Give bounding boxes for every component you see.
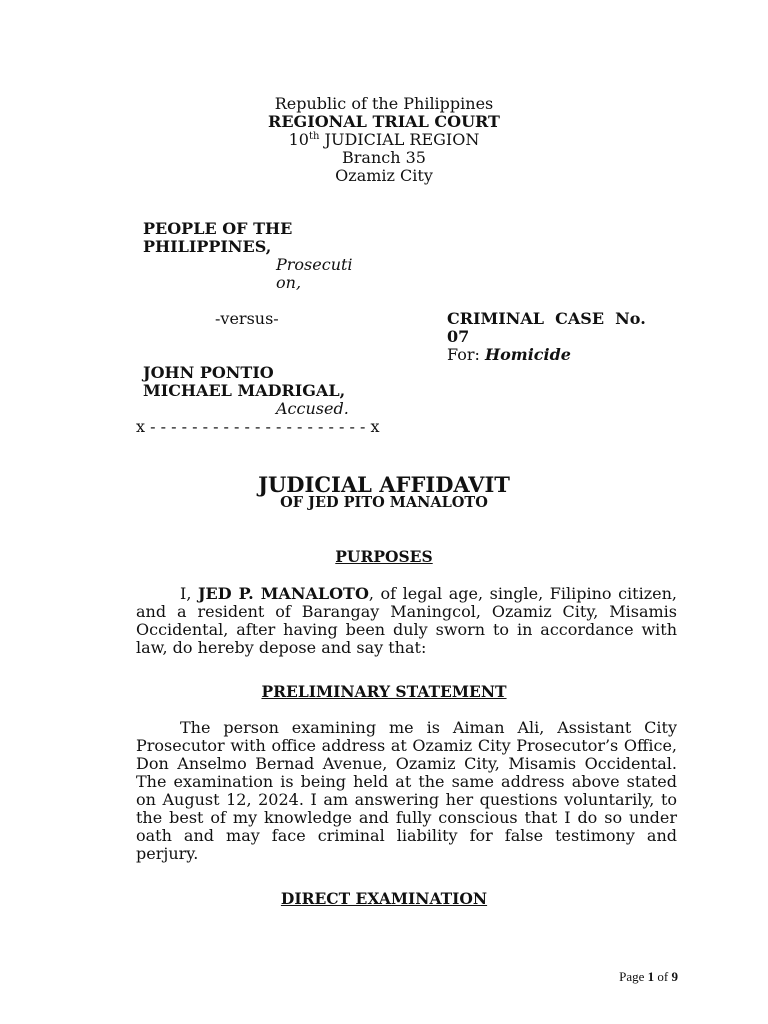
plaintiff-name: PEOPLE OF THE PHILIPPINES,	[143, 219, 293, 256]
city-line: Ozamiz City	[335, 166, 433, 185]
versus-label: -versus-	[215, 309, 279, 328]
republic-line: Republic of the Philippines	[274, 94, 494, 113]
case-offense: For: Homicide	[447, 345, 571, 364]
case-label: CRIMINAL CASE No.	[447, 309, 646, 328]
case-info	[447, 310, 672, 364]
branch-line: Branch 35	[342, 148, 426, 167]
document-title: JUDICIAL AFFIDAVIT	[258, 472, 510, 497]
court-name: REGIONAL TRIAL COURT	[268, 112, 500, 131]
region-line: 10th JUDICIAL REGION	[288, 130, 480, 149]
preliminary-heading: PRELIMINARY STATEMENT	[261, 682, 507, 701]
plaintiff-role: Prosecuti on,	[276, 255, 353, 292]
purposes-paragraph: I, JED P. MANALOTO, of legal age, single, Filipino citizen, and a resident of Barangay Maningcol, Ozamiz City, Misamis Occidental, after having been duly sworn to in accordance with law, do hereby depose and say that:	[136, 584, 677, 657]
purposes-heading: PURPOSES	[335, 547, 433, 566]
preliminary-paragraph: The person examining me is Aiman Ali, Assistant City Prosecutor with office address at Ozamiz City Prosecutor’s Office, Don Anselmo Bernad Avenue, Ozamiz City, Misamis Occidental. The examination is being held at the same address above stated on August 12, 2024. I am answering her questions voluntarily, to the best of my knowledge and fully conscious that I do so under oath and may face criminal liability for false testimony and perjury.	[136, 718, 677, 863]
caption-separator: x - - - - - - - - - - - - - - - - - - - - - x	[136, 417, 380, 436]
case-number: 07	[447, 327, 470, 346]
document-subtitle: OF JED PITO MANALOTO	[280, 494, 488, 511]
accused-name: JOHN PONTIO MICHAEL MADRIGAL,	[143, 363, 346, 400]
page-number: Page 1 of 9	[619, 969, 678, 984]
direct-examination-heading: DIRECT EXAMINATION	[280, 889, 488, 908]
accused-role: Accused.	[276, 399, 349, 418]
court-header	[0, 95, 768, 185]
